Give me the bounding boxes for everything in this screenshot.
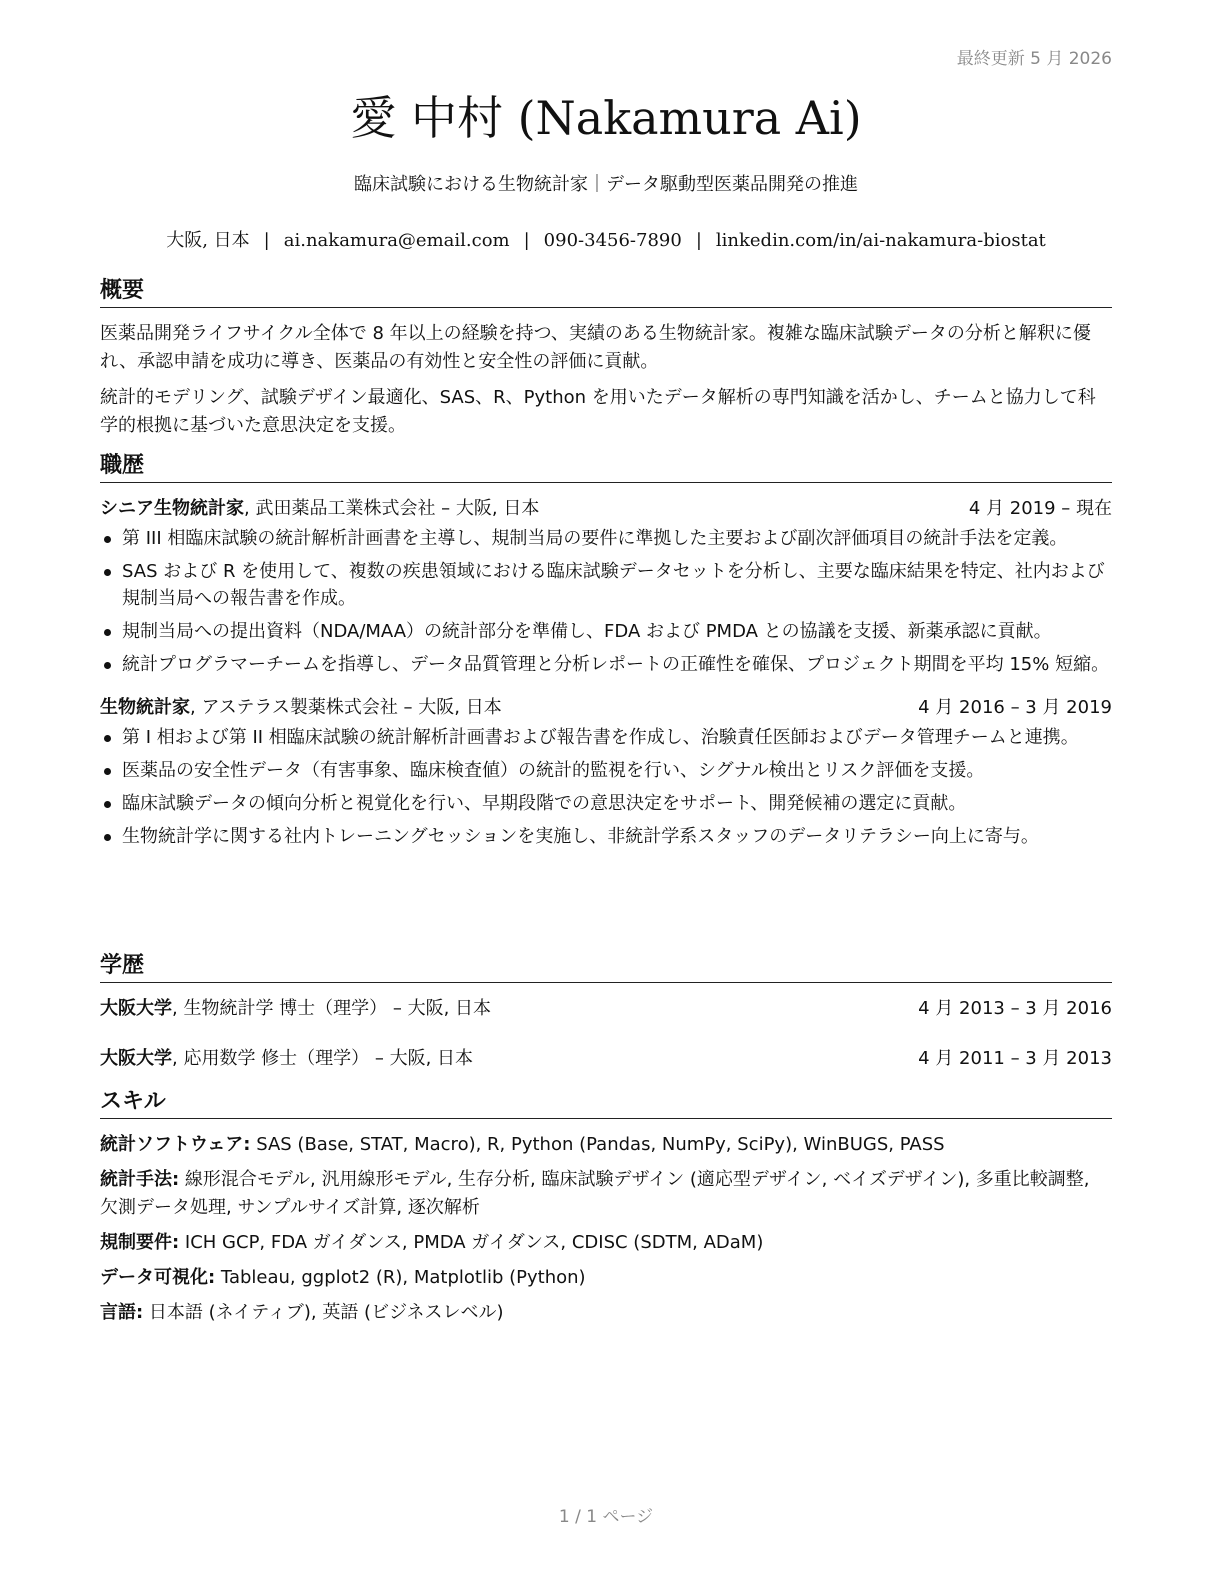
education-entry <box>100 995 1112 1023</box>
skills-section <box>100 1088 1112 1334</box>
skill-label: 規制要件: <box>100 1232 180 1253</box>
skill-value: 線形混合モデル, 汎用線形モデル, 生存分析, 臨床試験デザイン (適応型デザイン, ベイズデザイン), 多重比較調整, 欠測データ処理, サンプルサイズ計算, 逐次解析 <box>100 1169 1090 1218</box>
job-bullet: 医薬品の安全性データ（有害事象、臨床検査値）の統計的監視を行い、シグナル検出とリスク評価を支援。 <box>100 757 1112 784</box>
skill-value: ICH GCP, FDA ガイダンス, PMDA ガイダンス, CDISC (SDTM, ADaM) <box>179 1232 764 1253</box>
section-title-education: 学歴 <box>100 952 1112 983</box>
last-updated: 最終更新 5 月 2026 <box>956 49 1112 69</box>
job-role: 生物統計家 <box>100 697 190 718</box>
contact-line <box>100 226 1112 252</box>
education-school: 大阪大学 <box>100 1048 172 1069</box>
skill-label: データ可視化: <box>100 1267 216 1288</box>
skill-label: 統計手法: <box>100 1169 180 1190</box>
job-org: , アステラス製薬株式会社 – 大阪, 日本 <box>190 697 502 718</box>
job-bullets <box>100 525 1112 678</box>
job-role: シニア生物統計家 <box>100 498 244 519</box>
education-entry <box>100 1045 1112 1073</box>
skill-value: Tableau, ggplot2 (R), Matplotlib (Python) <box>215 1267 586 1288</box>
job-bullet: 規制当局への提出資料（NDA/MAA）の統計部分を準備し、FDA および PMDA との協議を支援、新薬承認に貢献。 <box>100 618 1112 645</box>
skill-line <box>100 1229 1112 1257</box>
education-section <box>100 952 1112 1073</box>
contact-location: 大阪, 日本 <box>166 230 250 251</box>
job-dates: 4 月 2019 – 現在 <box>968 498 1112 519</box>
job-entry <box>100 694 1112 850</box>
skill-label: 統計ソフトウェア: <box>100 1134 251 1155</box>
summary-paragraph: 医薬品開発ライフサイクル全体で 8 年以上の経験を持つ、実績のある生物統計家。複雑な臨床試験データの分析と解釈に優れ、承認申請を成功に導き、医薬品の有効性と安全性の評価に貢献。 <box>100 323 1091 372</box>
tagline: 臨床試験における生物統計家｜データ駆動型医薬品開発の推進 <box>354 174 858 195</box>
education-detail: , 生物統計学 博士（理学） – 大阪, 日本 <box>172 998 492 1019</box>
skill-line <box>100 1166 1112 1222</box>
experience-section <box>100 452 1112 856</box>
job-bullet: 生物統計学に関する社内トレーニングセッションを実施し、非統計学系スタッフのデータリテラシー向上に寄与。 <box>100 823 1112 850</box>
skill-line <box>100 1299 1112 1327</box>
page-number: 1 / 1 ページ <box>558 1507 654 1527</box>
job-dates: 4 月 2016 – 3 月 2019 <box>918 697 1112 718</box>
job-header <box>100 495 1112 523</box>
skill-value: SAS (Base, STAT, Macro), R, Python (Pandas, NumPy, SciPy), WinBUGS, PASS <box>250 1134 945 1155</box>
job-bullets <box>100 724 1112 850</box>
section-title-skills: スキル <box>100 1088 1112 1119</box>
summary-paragraph: 統計的モデリング、試験デザイン最適化、SAS、R、Python を用いたデータ解析の専門知識を活かし、チームと協力して科学的根拠に基づいた意思決定を支援。 <box>100 387 1096 436</box>
job-org: , 武田薬品工業株式会社 – 大阪, 日本 <box>244 498 540 519</box>
contact-separator: | <box>523 230 530 251</box>
job-bullet: 第 III 相臨床試験の統計解析計画書を主導し、規制当局の要件に準拠した主要および副次評価項目の統計手法を定義。 <box>100 525 1112 552</box>
contact-linkedin[interactable]: linkedin.com/in/ai-nakamura-biostat <box>715 230 1046 251</box>
section-title-summary: 概要 <box>100 277 1112 308</box>
candidate-name: 愛 中村 (Nakamura Ai) <box>350 91 862 145</box>
contact-separator: | <box>263 230 270 251</box>
summary-section <box>100 277 1112 440</box>
resume-page <box>100 0 1112 1584</box>
job-bullet: 統計プログラマーチームを指導し、データ品質管理と分析レポートの正確性を確保、プロジェクト期間を平均 15% 短縮。 <box>100 651 1112 678</box>
job-bullet: 臨床試験データの傾向分析と視覚化を行い、早期段階での意思決定をサポート、開発候補の選定に貢献。 <box>100 790 1112 817</box>
job-header <box>100 694 1112 722</box>
skill-label: 言語: <box>100 1302 144 1323</box>
contact-separator: | <box>695 230 702 251</box>
skill-line <box>100 1131 1112 1159</box>
education-detail: , 応用数学 修士（理学） – 大阪, 日本 <box>172 1048 474 1069</box>
contact-email[interactable]: ai.nakamura@email.com <box>283 230 510 251</box>
skill-line <box>100 1264 1112 1292</box>
section-title-experience: 職歴 <box>100 452 1112 483</box>
job-bullet: SAS および R を使用して、複数の疾患領域における臨床試験データセットを分析し、主要な臨床結果を特定、社内および規制当局への報告書を作成。 <box>100 558 1112 612</box>
contact-phone[interactable]: 090-3456-7890 <box>543 230 682 251</box>
education-dates: 4 月 2013 – 3 月 2016 <box>918 998 1112 1019</box>
skill-value: 日本語 (ネイティブ), 英語 (ビジネスレベル) <box>143 1302 504 1323</box>
job-entry <box>100 495 1112 678</box>
education-school: 大阪大学 <box>100 998 172 1019</box>
job-bullet: 第 I 相および第 II 相臨床試験の統計解析計画書および報告書を作成し、治験責任医師およびデータ管理チームと連携。 <box>100 724 1112 751</box>
education-dates: 4 月 2011 – 3 月 2013 <box>918 1048 1112 1069</box>
